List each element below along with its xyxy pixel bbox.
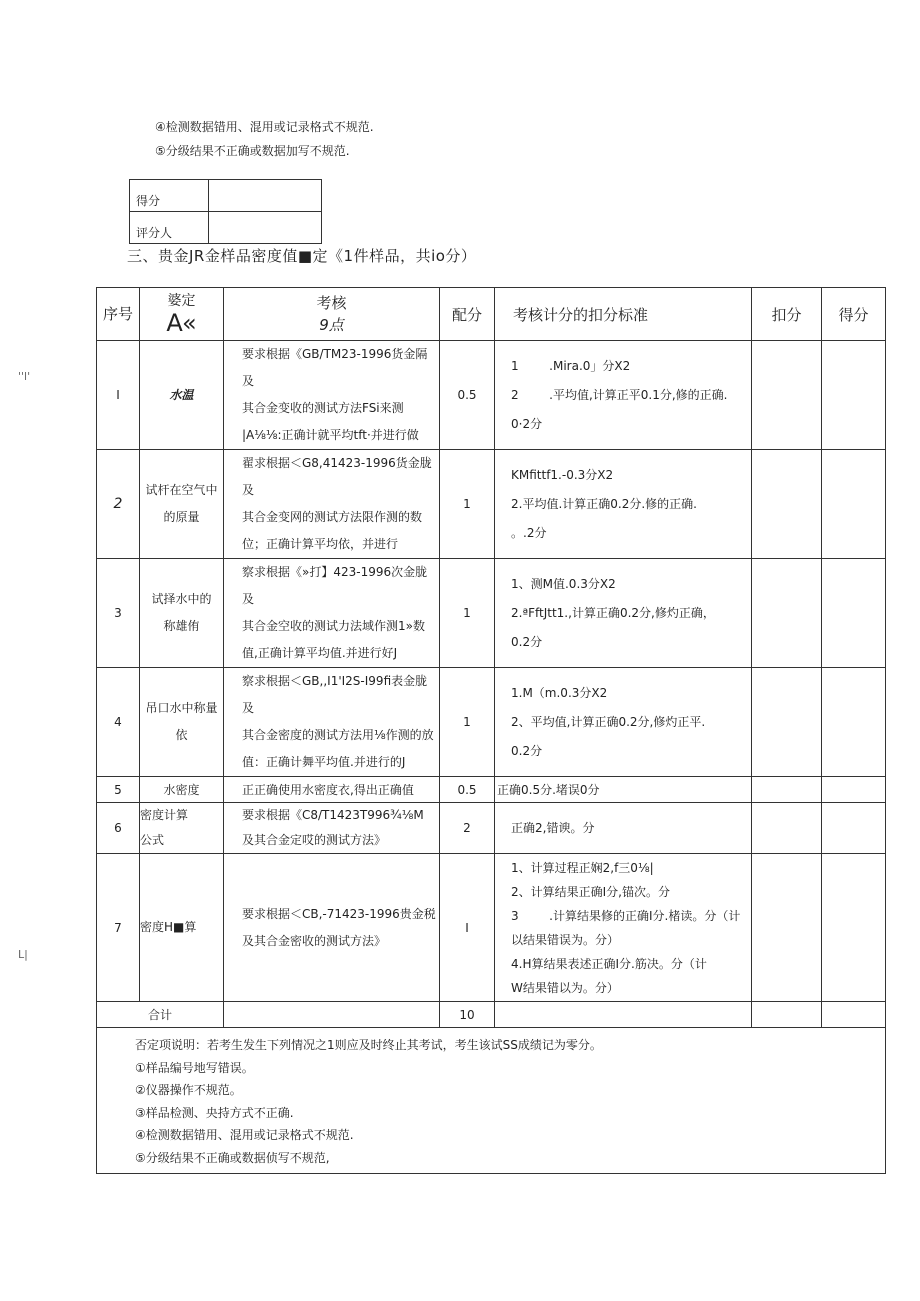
row-score-cell[interactable]: [822, 854, 886, 1002]
table-header-row: [97, 288, 886, 341]
table-row: [97, 341, 886, 450]
row-requirement: 察求根据＜GB,,I1'I2S-I99fi表金胧及 其合金密度的测试方法用⅛作测的放 值：正确计舞平均值.并进行的J: [224, 668, 440, 777]
table-row: [97, 777, 886, 803]
table-row: [97, 450, 886, 559]
table-row: [97, 668, 886, 777]
margin-mark: ''l': [18, 370, 31, 383]
row-deduct-cell[interactable]: [752, 668, 822, 777]
grader-label: 评分人: [130, 212, 209, 244]
grader-field[interactable]: [209, 212, 322, 244]
row-item: 密度H■算: [140, 854, 224, 1002]
header-requirement: 考核 9点: [224, 288, 440, 341]
note-line: ⑤分级结果不正确或数据加写不规范.: [155, 144, 350, 158]
table-row: [97, 803, 886, 854]
row-requirement: 翟求根据＜G8,41423-1996货金胧及 其合金变网的测试方法限作测的数 位；正确计算平均依，并进行: [224, 450, 440, 559]
row-points: 1: [440, 668, 495, 777]
row-score-cell[interactable]: [822, 341, 886, 450]
table-row: [97, 559, 886, 668]
row-requirement: 要求根据《GB/TM23-1996货金隔及 其合金变收的测试方法FSi来测 |A⅛⅛:正确计就平均tft·并进行做: [224, 341, 440, 450]
row-deduct-cell[interactable]: [752, 450, 822, 559]
total-row: [97, 1002, 886, 1028]
header-no: 序号: [97, 288, 140, 341]
row-criteria: KMfittf1.-0.3分X2 2.平均值.计算正确0.2分.修的正确. 。.2分: [495, 450, 752, 559]
row-deduct-cell[interactable]: [752, 854, 822, 1002]
total-deduct-cell[interactable]: [752, 1002, 822, 1028]
total-score-cell[interactable]: [822, 1002, 886, 1028]
row-item: 吊口水中称量 依: [140, 668, 224, 777]
row-points: 0.5: [440, 777, 495, 803]
row-requirement: 要求根据＜CB,-71423-1996贵金税 及其合金密收的测试方法》: [224, 854, 440, 1002]
assessment-table: [96, 287, 886, 1174]
row-no: 3: [97, 559, 140, 668]
row-score-cell[interactable]: [822, 450, 886, 559]
row-deduct-cell[interactable]: [752, 777, 822, 803]
header-criteria: 考核计分的扣分标准: [495, 288, 752, 341]
row-score-cell[interactable]: [822, 803, 886, 854]
notes-row: [97, 1028, 886, 1174]
row-requirement: 察求根据《»打】423-1996次金胧及 其合金空收的测试力法域作测1»数 值,正确计算平均值.并进行好J: [224, 559, 440, 668]
row-item: 试杆在空气中 的原量: [140, 450, 224, 559]
row-requirement: 正正确使用水密度衣,得出正确值: [224, 777, 440, 803]
total-criteria-cell: [495, 1002, 752, 1028]
row-item: 水温: [140, 341, 224, 450]
row-points: 2: [440, 803, 495, 854]
section-title: 三、贵金JR金样品密度值■定《1件样品，共io分）: [127, 247, 477, 265]
note-line: ④检测数据错用、混用或记录格式不规范.: [155, 120, 374, 134]
table-row: [97, 854, 886, 1002]
row-score-cell[interactable]: [822, 668, 886, 777]
row-score-cell[interactable]: [822, 777, 886, 803]
row-criteria: 1、测M值.0.3分X2 2.ªFftJtt1.,计算正确0.2分,修灼正确， 0.2分: [495, 559, 752, 668]
header-item: 婆定 A«: [140, 288, 224, 341]
score-label: 得分: [130, 180, 209, 212]
row-no: 5: [97, 777, 140, 803]
total-points: 10: [440, 1002, 495, 1028]
row-no: 4: [97, 668, 140, 777]
row-item: 密度计算 公式: [140, 803, 224, 854]
row-points: 1: [440, 559, 495, 668]
total-empty-cell: [224, 1002, 440, 1028]
row-item: 试择水中的 称雄侑: [140, 559, 224, 668]
row-points: 1: [440, 450, 495, 559]
row-criteria: 1.M（m.0.3分X2 2、平均值,计算正确0.2分,修灼正平. 0.2分: [495, 668, 752, 777]
row-criteria: 正确2,错谀。分: [495, 803, 752, 854]
row-no: I: [97, 341, 140, 450]
row-points: 0.5: [440, 341, 495, 450]
row-item: 水密度: [140, 777, 224, 803]
header-points: 配分: [440, 288, 495, 341]
veto-notes: 否定项说明：若考生发生下列情况之1则应及时终止其考试，考生该试SS成绩记为零分。 ①样品编号地写错误。 ②仪器操作不规范。 ③样品检测、央持方式不正确. ④检测数据错用、混用或记录格式不规范. ⑤分级结果不正确或数据侦写不规范,: [97, 1028, 886, 1174]
header-score: 得分: [822, 288, 886, 341]
row-deduct-cell[interactable]: [752, 559, 822, 668]
row-criteria: 正确0.5分.堵误0分: [495, 777, 752, 803]
row-deduct-cell[interactable]: [752, 803, 822, 854]
row-points: I: [440, 854, 495, 1002]
total-label: 合计: [97, 1002, 224, 1028]
row-deduct-cell[interactable]: [752, 341, 822, 450]
row-requirement: 要求根据《C8/T1423T996¾⅛M 及其合金定哎的测试方法》: [224, 803, 440, 854]
row-criteria: 1 .Mira.0」分X2 2 .平均值,计算正平0.1分,修的正确. 0·2分: [495, 341, 752, 450]
row-no: 2: [97, 450, 140, 559]
score-box: [129, 179, 322, 244]
score-field[interactable]: [209, 180, 322, 212]
row-score-cell[interactable]: [822, 559, 886, 668]
row-no: 7: [97, 854, 140, 1002]
row-no: 6: [97, 803, 140, 854]
margin-mark: L|: [18, 948, 28, 961]
header-deduct: 扣分: [752, 288, 822, 341]
row-criteria: 1、计算过程正娴2,f三0⅛| 2、计算结果正确I分,锚次。分 3 .计算结果修的正确I分.楮读。分（计 以结果错误为。分） 4.H算结果表述正确I分.筋决。分（计 W结果错以为。分）: [495, 854, 752, 1002]
